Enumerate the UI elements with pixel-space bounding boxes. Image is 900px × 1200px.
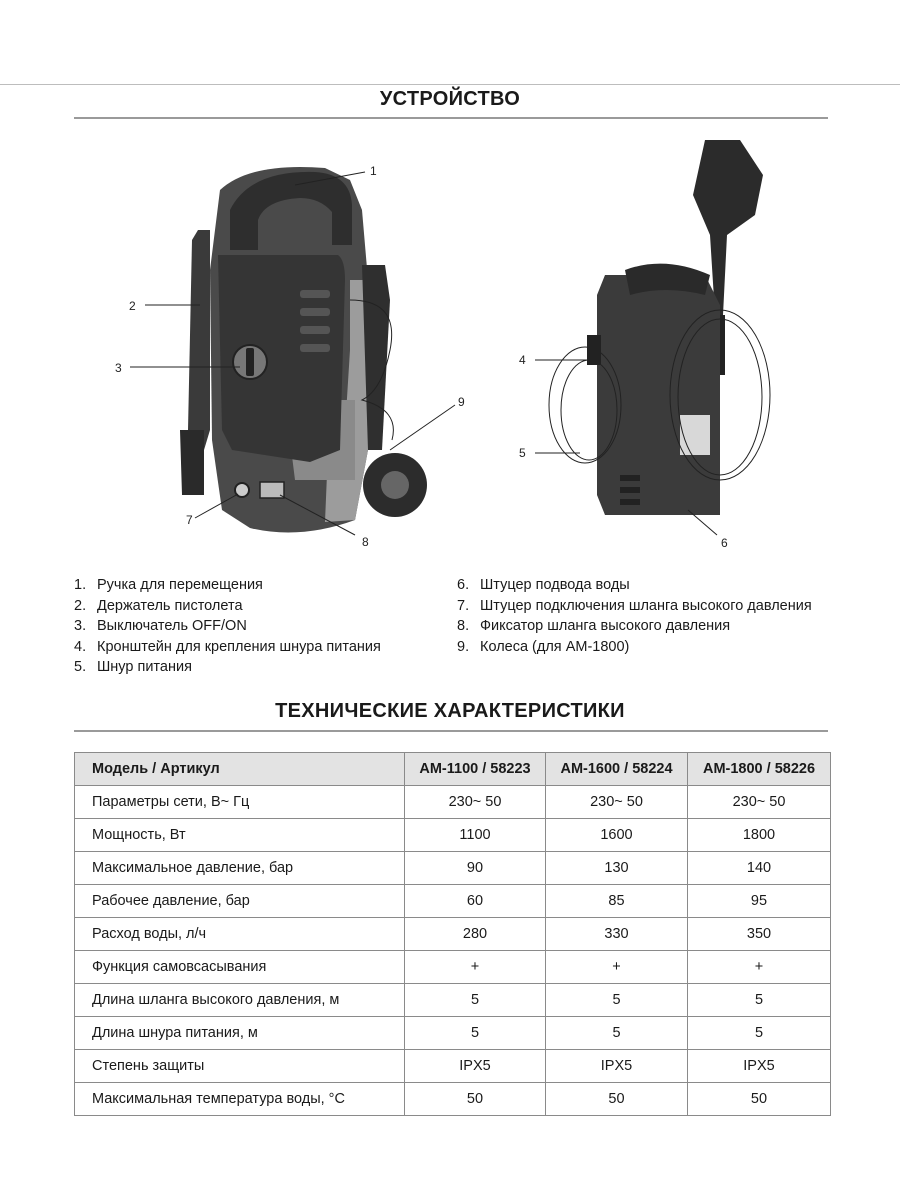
list-item: 3. Выключатель OFF/ON bbox=[74, 618, 247, 634]
callout-8: 8 bbox=[362, 535, 369, 549]
table-header-row bbox=[75, 753, 831, 786]
header-cell: АМ-1800 / 58226 bbox=[688, 753, 831, 786]
list-item: 7. Штуцер подключения шланга высокого давления bbox=[457, 597, 812, 614]
table-row: Рабочее давление, бар 60 85 95 bbox=[75, 885, 831, 918]
table-row: Мощность, Вт 1100 1600 1800 bbox=[75, 819, 831, 852]
table-row: Длина шланга высокого давления, м 5 5 5 bbox=[75, 984, 831, 1017]
header-cell: АМ-1600 / 58224 bbox=[546, 753, 688, 786]
parts-list-left bbox=[74, 575, 381, 678]
rating-label bbox=[680, 415, 710, 455]
callout-2: 2 bbox=[129, 299, 136, 313]
list-item: 5. Шнур питания bbox=[74, 659, 192, 675]
list-item: 1. Ручка для перемещения bbox=[74, 577, 263, 593]
top-divider bbox=[0, 84, 900, 85]
list-item: 4. Кронштейн для крепления шнура питания bbox=[74, 638, 381, 655]
header-cell: Модель / Артикул bbox=[75, 753, 405, 786]
table-row: Расход воды, л/ч 280 330 350 bbox=[75, 918, 831, 951]
callout-1: 1 bbox=[370, 164, 377, 178]
header-cell: АМ-1100 / 58223 bbox=[405, 753, 546, 786]
callout-3: 3 bbox=[115, 361, 122, 375]
device-title-underline bbox=[74, 117, 828, 119]
specs-title-underline bbox=[74, 730, 828, 732]
list-item: 9. Колеса (для АМ-1800) bbox=[457, 638, 630, 655]
device-section-title: УСТРОЙСТВО bbox=[379, 88, 521, 110]
list-item: 2. Держатель пистолета bbox=[74, 597, 243, 614]
specs-section-title: ТЕХНИЧЕСКИЕ ХАРАКТЕРИСТИКИ bbox=[275, 700, 625, 722]
list-item: 8. Фиксатор шланга высокого давления bbox=[457, 618, 731, 634]
callout-6: 6 bbox=[721, 536, 728, 550]
table-row: Степень защиты IPX5 IPX5 IPX5 bbox=[75, 1050, 831, 1083]
callout-7: 7 bbox=[186, 513, 193, 527]
washer-front-figure bbox=[100, 150, 490, 560]
table-row: Длина шнура питания, м 5 5 5 bbox=[75, 1017, 831, 1050]
gun-holder bbox=[188, 230, 210, 450]
specs-table bbox=[74, 752, 831, 1116]
washer-back-figure bbox=[505, 135, 795, 555]
table-row: Функция самовсасывания + + + bbox=[75, 951, 831, 984]
list-item: 6. Штуцер подвода воды bbox=[457, 577, 630, 593]
callout-4: 4 bbox=[519, 353, 526, 367]
table-row: Максимальное давление, бар 90 130 140 bbox=[75, 852, 831, 885]
table-row: Максимальная температура воды, °C 50 50 50 bbox=[75, 1083, 831, 1116]
parts-list-right bbox=[457, 575, 812, 657]
callout-5: 5 bbox=[519, 446, 526, 460]
table-row: Параметры сети, В~ Гц 230~ 50 230~ 50 230~ 50 bbox=[75, 786, 831, 819]
callout-9: 9 bbox=[458, 395, 465, 409]
